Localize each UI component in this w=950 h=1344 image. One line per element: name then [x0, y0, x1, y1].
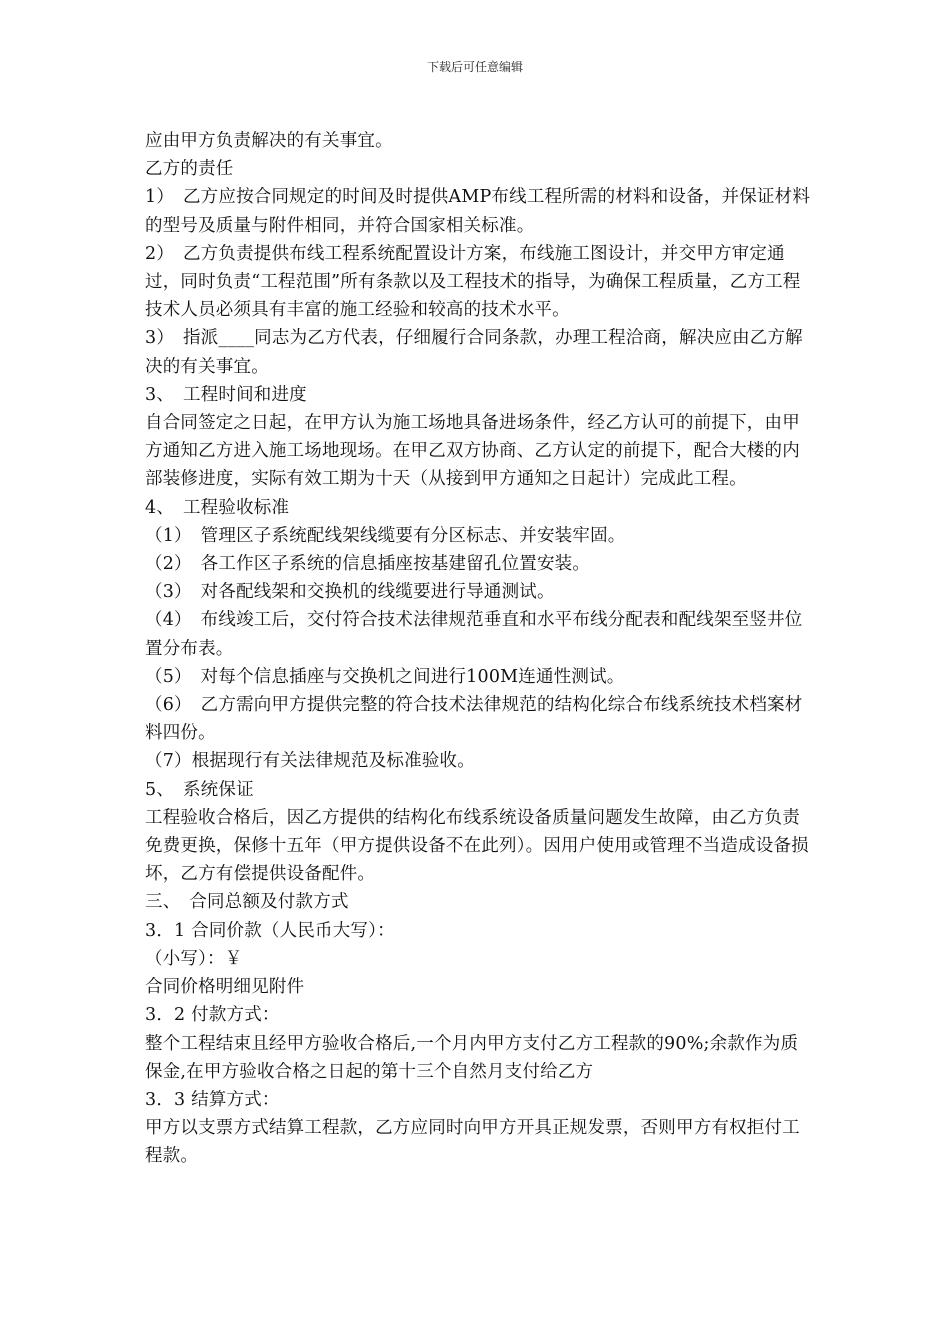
list-item: （2） 各工作区子系统的信息插座按基建留孔位置安装。 [145, 554, 591, 575]
paragraph: 自合同签定之日起，在甲方认为施工场地具备进场条件，经乙方认可的前提下，由甲方通知乙方进入施工场地现场。在甲乙双方协商、乙方认定的前提下，配合大楼的内部装修进度，实际有效工期为十天（从接到甲方通知之日起计）完成此工程。 [145, 413, 800, 490]
document-body [145, 127, 813, 1171]
list-item: （1） 管理区子系统配线架线缆要有分区标志、并安装牢固。 [145, 525, 626, 546]
paragraph: 合同价格明细见附件 [145, 977, 305, 998]
paragraph: 工程验收合格后，因乙方提供的结构化布线系统设备质量问题发生故障，由乙方负责免费更换，保修十五年（甲方提供设备不在此列）。因用户使用或管理不当造成设备损坏，乙方有偿提供设备配件。 [145, 807, 809, 885]
section-heading: 乙方的责任 [145, 159, 234, 180]
list-item: （5） 对每个信息插座与交换机之间进行100M连通性测试。 [145, 666, 625, 687]
paragraph: 3） 指派____同志为乙方代表，仔细履行合同条款，办理工程洽商，解决应由乙方解决的有关事宜。 [145, 328, 803, 377]
paragraph: 2） 乙方负责提供布线工程系统配置设计方案，布线施工图设计，并交甲方审定通过，同时负责“工程范围”所有条款以及工程技术的指导，为确保工程质量，乙方工程技术人员必须具有丰富的施工经验和较高的技术水平。 [145, 243, 801, 321]
subsection-heading: 3．2 付款方式： [145, 1005, 280, 1026]
section-heading: 三、 合同总额及付款方式 [145, 892, 349, 913]
section-heading: 4、 工程验收标准 [145, 497, 290, 518]
paragraph: 应由甲方负责解决的有关事宜。 [145, 131, 393, 151]
subsection-heading: 3．3 结算方式： [145, 1089, 280, 1110]
paragraph: 整个工程结束且经甲方验收合格后,一个月内甲方支付乙方工程款的90%;余款作为质保金,在甲方验收合格之日起的第十三个自然月支付给乙方 [145, 1033, 799, 1082]
section-heading: 3、 工程时间和进度 [145, 384, 307, 405]
paragraph: 甲方以支票方式结算工程款，乙方应同时向甲方开具正规发票，否则甲方有权拒付工程款。 [145, 1118, 800, 1167]
page-header: 下载后可任意编辑 [426, 60, 523, 74]
list-item: （4） 布线竣工后，交付符合技术法律规范垂直和水平布线分配表和配线架至竖井位置分布表。 [145, 610, 803, 659]
paragraph: （小写）：￥ [145, 948, 243, 969]
subsection-heading: 3．1 合同价款（人民币大写）： [145, 920, 395, 941]
paragraph: 1） 乙方应按合同规定的时间及时提供AMP布线工程所需的材料和设备，并保证材料的型号及质量与附件相同，并符合国家相关标准。 [145, 187, 811, 236]
section-heading: 5、 系统保证 [145, 779, 254, 800]
list-item: （3） 对各配线架和交换机的线缆要进行导通测试。 [145, 582, 555, 603]
list-item: （6） 乙方需向甲方提供完整的符合技术法律规范的结构化综合布线系统技术档案材料四份。 [145, 695, 803, 744]
list-item: （7）根据现行有关法律规范及标准验收。 [145, 751, 475, 772]
